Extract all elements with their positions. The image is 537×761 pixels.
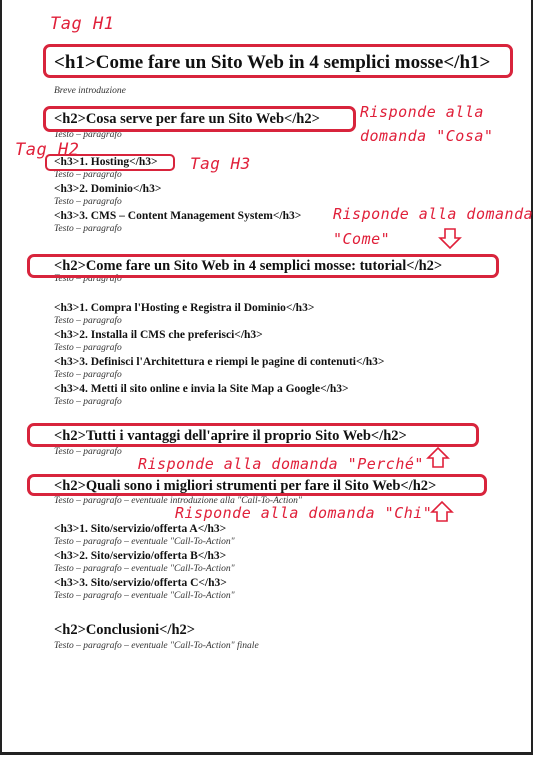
section5-text: Testo – paragrafo – eventuale "Call-To-Action" finale <box>54 641 259 651</box>
section4-highlight-box <box>27 474 487 496</box>
annotation-tag-h3: Tag H3 <box>190 154 251 173</box>
intro-text: Breve introduzione <box>54 86 126 96</box>
annotation-tag-h1: Tag H1 <box>50 14 115 34</box>
arrow-up-icon <box>426 446 450 468</box>
section1-highlight-box <box>43 106 356 132</box>
section2-heading: <h2>Come fare un Sito Web in 4 semplici mosse: tutorial</h2> <box>54 258 443 274</box>
section2-item3-heading: <h3>3. Definisci l'Architettura e riempi le pagine di contenuti</h3> <box>54 356 385 368</box>
section1-heading: <h2>Cosa serve per fare un Sito Web</h2> <box>54 111 320 127</box>
section4-text: Testo – paragrafo – eventuale introduzione alla "Call-To-Action" <box>54 496 302 506</box>
section4-heading: <h2>Quali sono i migliori strumenti per fare il Sito Web</h2> <box>54 478 437 494</box>
section4-item2-heading: <h3>2. Sito/servizio/offerta B</h3> <box>54 550 227 562</box>
h1-highlight-box <box>43 44 513 78</box>
h1-heading: <h1>Come fare un Sito Web in 4 semplici mosse</h1> <box>54 52 491 73</box>
annotation-come-line1: Risponde alla domanda <box>333 205 534 223</box>
section1-text: Testo – paragrafo <box>54 130 122 140</box>
annotation-perche: Risponde alla domanda "Perché" <box>138 455 424 473</box>
section4-item1-text: Testo – paragrafo – eventuale "Call-To-Action" <box>54 537 235 547</box>
section2-item1-heading: <h3>1. Compra l'Hosting e Registra il Dominio</h3> <box>54 302 315 314</box>
section1-item2-heading: <h3>2. Dominio</h3> <box>54 183 162 195</box>
annotation-cosa-line1: Risponde alla <box>360 103 484 121</box>
section2-item3-text: Testo – paragrafo <box>54 370 122 380</box>
annotation-tag-h2: Tag H2 <box>15 140 80 160</box>
arrow-down-icon <box>438 228 462 250</box>
annotation-cosa-line2: domanda "Cosa" <box>360 127 494 145</box>
section2-item2-text: Testo – paragrafo <box>54 343 122 353</box>
section1-item2-text: Testo – paragrafo <box>54 197 122 207</box>
section2-text: Testo – paragrafo <box>54 274 122 284</box>
section2-item2-heading: <h3>2. Installa il CMS che preferisci</h3> <box>54 329 263 341</box>
arrow-up-icon <box>430 500 454 522</box>
section4-item2-text: Testo – paragrafo – eventuale "Call-To-Action" <box>54 564 235 574</box>
section4-item3-heading: <h3>3. Sito/servizio/offerta C</h3> <box>54 577 227 589</box>
annotation-come-line2: "Come" <box>333 230 391 248</box>
section2-item4-text: Testo – paragrafo <box>54 397 122 407</box>
section4-item3-text: Testo – paragrafo – eventuale "Call-To-Action" <box>54 591 235 601</box>
section4-item1-heading: <h3>1. Sito/servizio/offerta A</h3> <box>54 523 227 535</box>
section1-item3-heading: <h3>3. CMS – Content Management System</h3> <box>54 210 302 222</box>
section3-highlight-box <box>27 423 479 447</box>
section1-item1-text: Testo – paragrafo <box>54 170 122 180</box>
section2-item4-heading: <h3>4. Metti il sito online e invia la Site Map a Google</h3> <box>54 383 349 395</box>
section2-item1-text: Testo – paragrafo <box>54 316 122 326</box>
section1-item3-text: Testo – paragrafo <box>54 224 122 234</box>
section2-highlight-box <box>27 254 499 278</box>
section3-heading: <h2>Tutti i vantaggi dell'aprire il proprio Sito Web</h2> <box>54 428 407 444</box>
section3-text: Testo – paragrafo <box>54 447 122 457</box>
annotation-chi: Risponde alla domanda "Chi" <box>175 504 433 522</box>
section5-heading: <h2>Conclusioni</h2> <box>54 622 196 638</box>
section1-item1-heading: <h3>1. Hosting</h3> <box>54 156 158 168</box>
